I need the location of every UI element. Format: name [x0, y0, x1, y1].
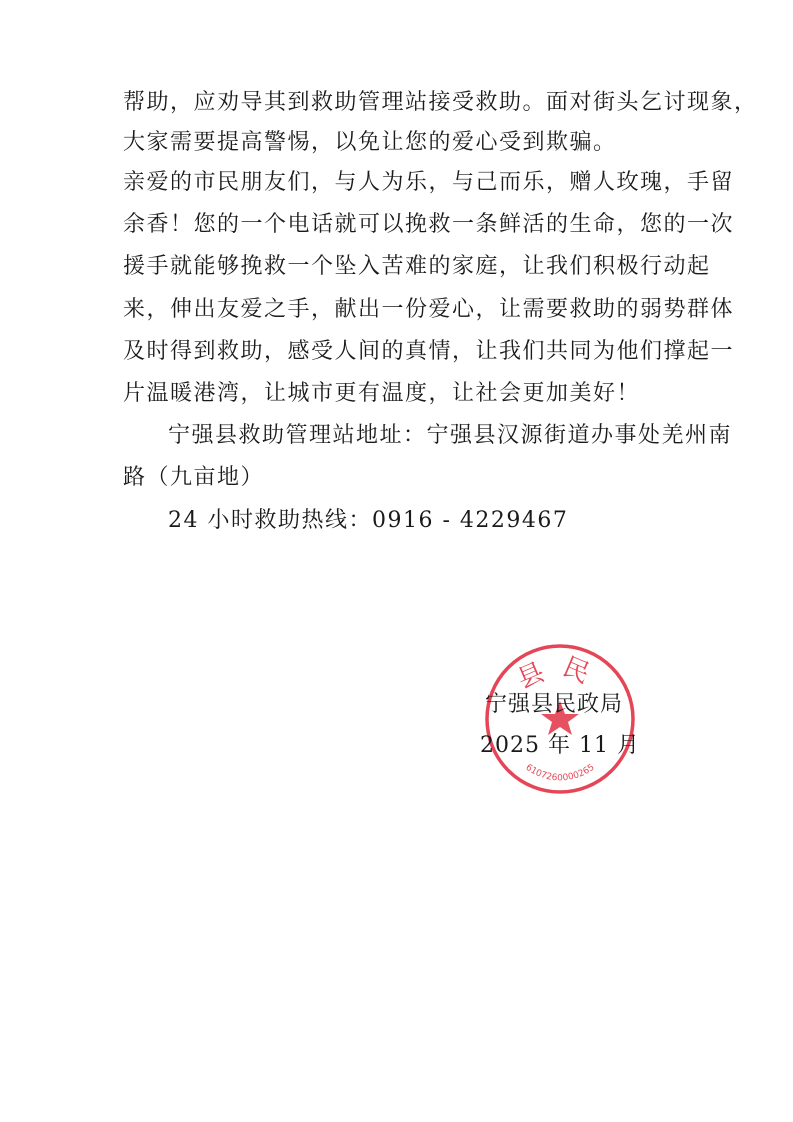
paragraph-line: 帮助，应劝导其到救助管理站接受救助。面对街头乞讨现象， — [123, 90, 758, 115]
paragraph-line: 大家需要提高警惕，以免让您的爱心受到欺骗。 — [123, 130, 617, 155]
address-line: 宁强县救助管理站地址：宁强县汉源街道办事处羌州南 — [168, 423, 733, 448]
paragraph-line: 来，伸出友爱之手，献出一份爱心，让需要救助的弱势群体 — [123, 297, 735, 322]
signature-date: 2025 年 11 月 — [480, 733, 640, 758]
hotline: 24 小时救助热线：0916 - 4229467 — [168, 508, 569, 533]
seal-text-top: 县民 — [513, 651, 607, 696]
paragraph-line: 片温暖港湾，让城市更有温度，让社会更加美好！ — [123, 381, 641, 406]
paragraph-line: 援手就能够挽救一个坠入苦难的家庭，让我们积极行动起 — [123, 254, 711, 279]
signature-org: 宁强县民政局 — [485, 692, 624, 717]
paragraph-line: 亲爱的市民朋友们，与人为乐，与己而乐，赠人玫瑰，手留 — [123, 170, 735, 195]
seal-code: 6107260000265 — [523, 762, 597, 784]
address-line-continued: 路（九亩地） — [123, 465, 265, 490]
paragraph-line: 余香！您的一个电话就可以挽救一条鲜活的生命，您的一次 — [123, 212, 735, 237]
paragraph-line: 及时得到救助，感受人间的真情，让我们共同为他们撑起一 — [123, 339, 735, 364]
